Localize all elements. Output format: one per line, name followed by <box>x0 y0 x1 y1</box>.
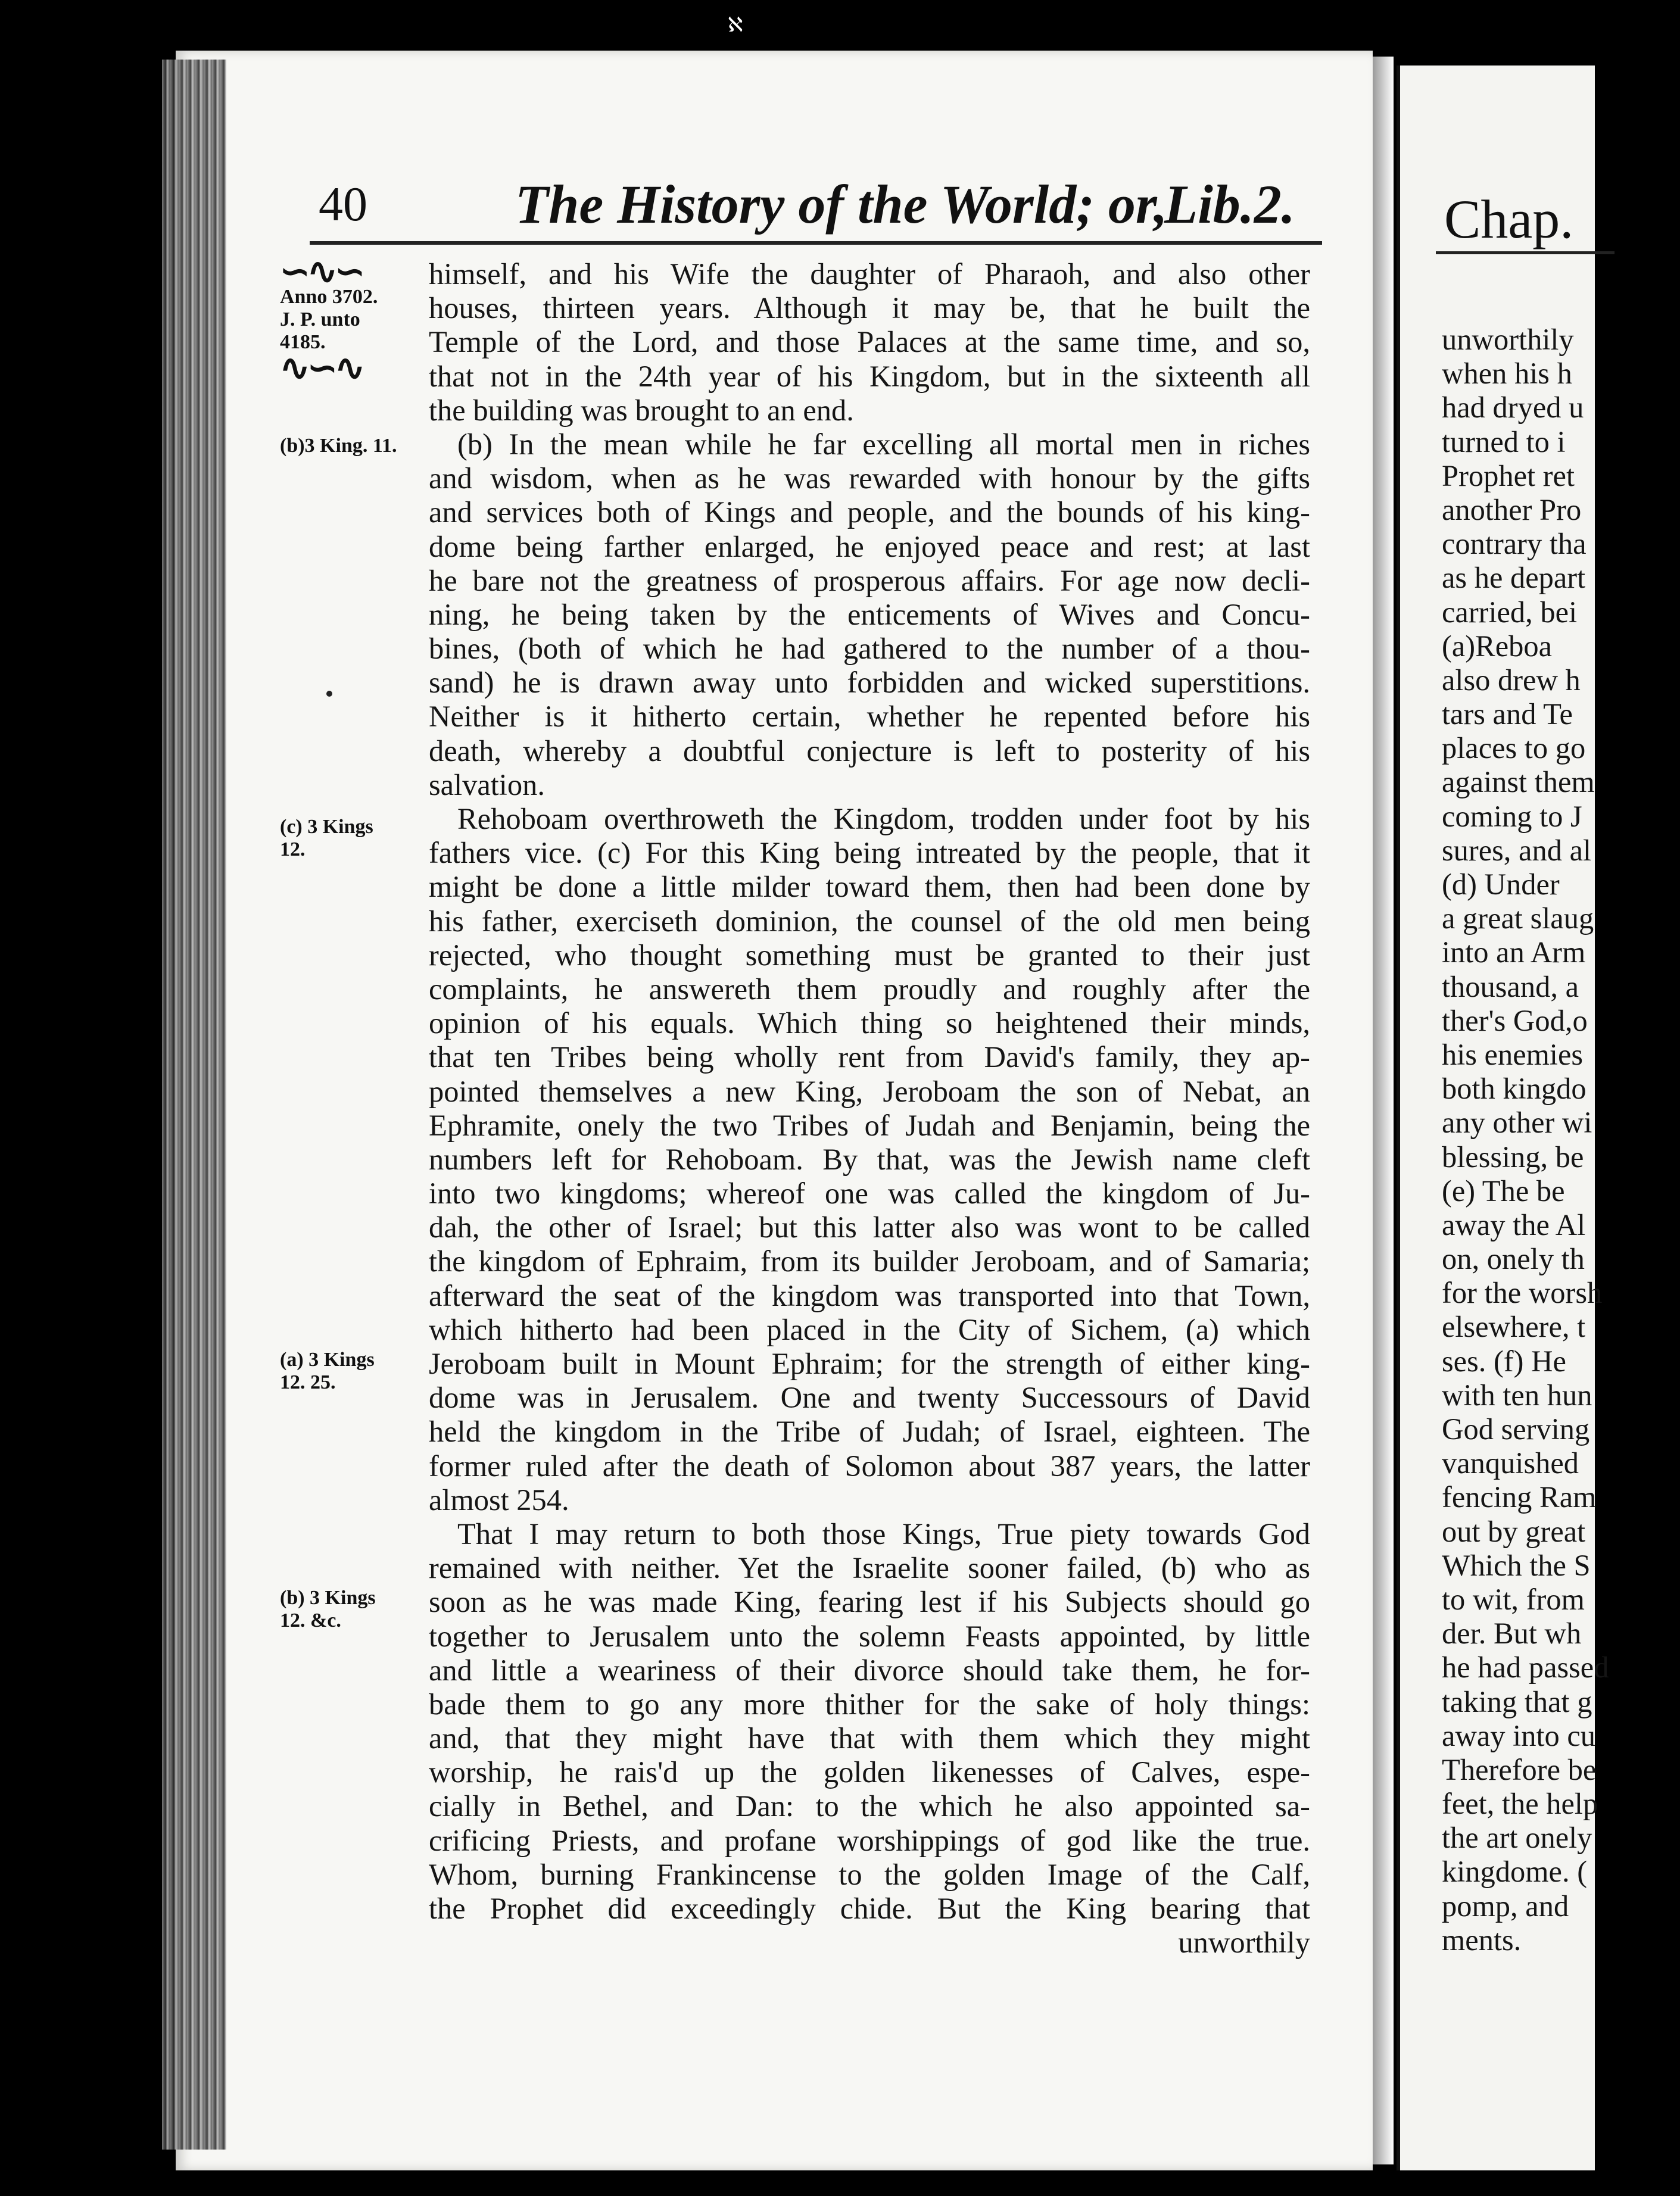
text-line: cially in Bethel, and Dan: to the which he also appointed sa- <box>429 1789 1310 1823</box>
right-text-line: into an Arm <box>1442 935 1586 969</box>
text-line: and, that they might have that with them which they might <box>429 1721 1310 1755</box>
text-line: Rehoboam overthroweth the Kingdom, trodden under foot by his <box>457 802 1310 835</box>
anno-line-2: J. P. unto <box>280 308 360 330</box>
right-text-line: turned to i <box>1442 425 1566 458</box>
right-text-line: thousand, a <box>1442 969 1579 1003</box>
right-text-line: another Pro <box>1442 492 1582 526</box>
text-line: afterward the seat of the kingdom was transported into that Town, <box>429 1278 1310 1312</box>
right-text-line: on, onely th <box>1442 1242 1585 1276</box>
right-text-line: ses. (f) He <box>1442 1344 1566 1378</box>
text-line: opinion of his equals. Which thing so heightened their minds, <box>429 1006 1310 1040</box>
stray-ink-dot <box>326 691 332 697</box>
margin-note-b1-text: (b)3 King. 11. <box>280 435 397 457</box>
text-line: himself, and his Wife the daughter of Pharaoh, and also other <box>429 257 1310 291</box>
text-line: That I may return to both those Kings, True piety towards God <box>457 1517 1310 1551</box>
text-line: and services both of Kings and people, and the bounds of his king- <box>429 495 1310 529</box>
right-text-line: had dryed u <box>1442 391 1584 425</box>
text-line: sand) he is drawn away unto forbidden and wicked superstitions. <box>429 666 1310 700</box>
top-scan-mark: ℵ <box>728 14 743 36</box>
text-line: dome being farther enlarged, he enjoyed peace and rest; at last <box>429 529 1310 563</box>
right-text-line: kingdome. ( <box>1442 1855 1588 1889</box>
right-text-line: contrary tha <box>1442 527 1587 561</box>
margin-note-a <box>280 1349 417 1394</box>
right-text-line: his enemies <box>1442 1037 1584 1071</box>
text-line: bade them to go any more thither for the sake of holy things: <box>429 1687 1310 1721</box>
text-line: numbers left for Rehoboam. By that, was the Jewish name cleft <box>429 1142 1310 1176</box>
text-line: Neither is it hitherto certain, whether he repented before his <box>429 700 1310 734</box>
text-line: crificing Priests, and profane worshippings of god like the true. <box>429 1823 1310 1857</box>
right-text-line: (d) Under <box>1442 868 1560 901</box>
right-text-line: the art onely <box>1442 1821 1592 1855</box>
right-text-line: for the worsh <box>1442 1276 1603 1310</box>
right-text-line: sures, and al <box>1442 833 1592 867</box>
margin-note-b2-line1: (b) 3 Kings <box>280 1587 376 1609</box>
right-text-line: any other wi <box>1442 1106 1592 1140</box>
text-line: which hitherto had been placed in the City of Sichem, (a) which <box>429 1312 1310 1346</box>
right-text-line: both kingdo <box>1442 1072 1587 1106</box>
margin-note-c <box>280 816 417 861</box>
running-title: The History of the World; or, <box>515 174 1168 235</box>
catchword: unworthily <box>1178 1926 1310 1960</box>
text-line: fathers vice. (c) For this King being intreated by the people, that it <box>429 836 1310 870</box>
text-line: bines, (both of which he had gathered to the number of a thou- <box>429 632 1310 666</box>
right-text-line: elsewhere, t <box>1442 1310 1586 1344</box>
right-text-line: taking that g <box>1442 1685 1592 1718</box>
right-text-line: unworthily <box>1442 323 1574 356</box>
text-line: the building was brought to an end. <box>429 393 854 427</box>
text-line: together to Jerusalem unto the solemn Feasts appointed, by little <box>429 1619 1310 1653</box>
right-text-line: Prophet ret <box>1442 458 1575 492</box>
text-line: complaints, he answereth them proudly and roughly after the <box>429 972 1310 1006</box>
right-text-line: vanquished <box>1442 1446 1579 1480</box>
text-line: his father, exerciseth dominion, the counsel of the old men being <box>429 904 1310 938</box>
margin-note-a-line1: (a) 3 Kings <box>280 1349 375 1371</box>
right-text-line: (e) The be <box>1442 1174 1565 1208</box>
right-text-line: coming to J <box>1442 799 1582 833</box>
anno-line-1: Anno 3702. <box>280 286 378 308</box>
right-text-line: Therefore be <box>1442 1752 1597 1786</box>
text-line: ning, he being taken by the enticements of Wives and Concu- <box>429 597 1310 631</box>
text-line: former ruled after the death of Solomon about 387 years, the latter <box>429 1449 1310 1483</box>
text-line: into two kingdoms; whereof one was called the kingdom of Ju- <box>429 1177 1310 1211</box>
text-line: remained with neither. Yet the Israelite sooner failed, (b) who as <box>429 1551 1310 1585</box>
right-text-column <box>1442 323 1680 1957</box>
right-text-line: away the Al <box>1442 1208 1586 1242</box>
text-line: worship, he rais'd up the golden likenesses of Calves, espe- <box>429 1755 1310 1789</box>
right-page <box>1397 65 1609 2170</box>
text-line: he bare not the greatness of prosperous affairs. For age now decli- <box>429 563 1310 597</box>
right-text-line: pomp, and <box>1442 1889 1569 1923</box>
anno-note <box>280 252 417 388</box>
right-text-line: der. But wh <box>1442 1617 1582 1651</box>
text-line: pointed themselves a new King, Jeroboam the son of Nebat, an <box>429 1074 1310 1108</box>
margin-note-c-line1: (c) 3 Kings <box>280 816 373 838</box>
text-line: Jeroboam built in Mount Ephraim; for the strength of either king- <box>429 1347 1310 1380</box>
anno-line-3: 4185. <box>280 331 326 353</box>
main-text-column <box>429 257 1310 1960</box>
text-line: (b) In the mean while he far excelling all mortal men in riches <box>457 427 1310 461</box>
right-text-line: God serving <box>1442 1412 1590 1446</box>
text-line: almost 254. <box>429 1483 569 1517</box>
text-line: that not in the 24th year of his Kingdom, but in the sixteenth all <box>429 359 1310 393</box>
text-line: death, whereby a doubtful conjecture is left to posterity of his <box>429 734 1310 768</box>
ornament-wave-top: ∽∿∽ <box>280 252 363 291</box>
right-text-line: as he depart <box>1442 561 1586 595</box>
text-line: and little a weariness of their divorce should take them, he for- <box>429 1653 1310 1687</box>
text-line: the kingdom of Ephraim, from its builder Jeroboam, and of Samaria; <box>429 1244 1310 1278</box>
book-gutter <box>1373 57 1394 2164</box>
right-text-line: when his h <box>1442 357 1572 391</box>
running-header <box>307 173 1331 238</box>
right-text-line: he had passed <box>1442 1651 1609 1685</box>
text-line: the Prophet did exceedingly chide. But the King bearing that <box>429 1892 1310 1925</box>
margin-note-b2-line2: 12. &c. <box>280 1609 341 1632</box>
right-text-line: ments. <box>1442 1923 1522 1957</box>
right-text-line: a great slaug <box>1442 902 1594 935</box>
right-text-line: fencing Ram <box>1442 1480 1597 1514</box>
margin-note-b2 <box>280 1587 417 1632</box>
text-line: dah, the other of Israel; but this latter also was wont to be called <box>429 1211 1310 1244</box>
right-text-line: to wit, from <box>1442 1582 1585 1616</box>
text-line: Temple of the Lord, and those Palaces at the same time, and so, <box>429 325 1310 359</box>
text-line: salvation. <box>429 768 545 801</box>
right-text-line: Which the S <box>1442 1548 1591 1582</box>
right-header-rule <box>1436 251 1614 254</box>
book-section-label: Lib.2. <box>1164 174 1295 235</box>
text-line: Whom, burning Frankincense to the golden Image of the Calf, <box>429 1857 1310 1891</box>
right-text-line: out by great <box>1442 1514 1586 1548</box>
ornament-wave-bottom: ∿∽∿ <box>280 348 363 388</box>
right-text-line: (a)Reboa <box>1442 629 1553 663</box>
text-line: might be done a little milder toward them, then had been done by <box>429 870 1310 904</box>
right-text-line: against them <box>1442 765 1595 799</box>
text-line: Ephramite, onely the two Tribes of Judah and Benjamin, being the <box>429 1108 1310 1142</box>
text-line: soon as he was made King, fearing lest if his Subjects should go <box>429 1585 1310 1619</box>
right-text-line: tars and Te <box>1442 697 1573 731</box>
text-line: houses, thirteen years. Although it may be, that he built the <box>429 291 1310 325</box>
margin-note-c-line2: 12. <box>280 838 306 860</box>
margin-note-b1 <box>280 435 417 457</box>
right-text-line: away into cu <box>1442 1718 1596 1752</box>
margin-note-a-line2: 12. 25. <box>280 1371 336 1393</box>
right-text-line: blessing, be <box>1442 1140 1584 1174</box>
text-line: dome was in Jerusalem. One and twenty Successours of David <box>429 1381 1310 1415</box>
text-line: that ten Tribes being wholly rent from David's family, they ap- <box>429 1040 1310 1074</box>
right-text-line: carried, bei <box>1442 595 1578 629</box>
right-text-line: also drew h <box>1442 663 1581 697</box>
right-text-line: places to go <box>1442 731 1586 765</box>
right-text-line: with ten hun <box>1442 1378 1592 1412</box>
header-rule <box>310 241 1322 245</box>
page-edge-stack <box>162 60 226 2150</box>
right-running-header: Chap. <box>1444 189 1574 249</box>
text-line: rejected, who thought something must be granted to their just <box>429 938 1310 972</box>
page-number: 40 <box>319 177 367 231</box>
right-text-line: ther's God,o <box>1442 1003 1588 1037</box>
text-line: and wisdom, when as he was rewarded with honour by the gifts <box>429 461 1310 495</box>
right-text-line: feet, the help <box>1442 1787 1598 1821</box>
text-line: held the kingdom in the Tribe of Judah; of Israel, eighteen. The <box>429 1415 1310 1449</box>
